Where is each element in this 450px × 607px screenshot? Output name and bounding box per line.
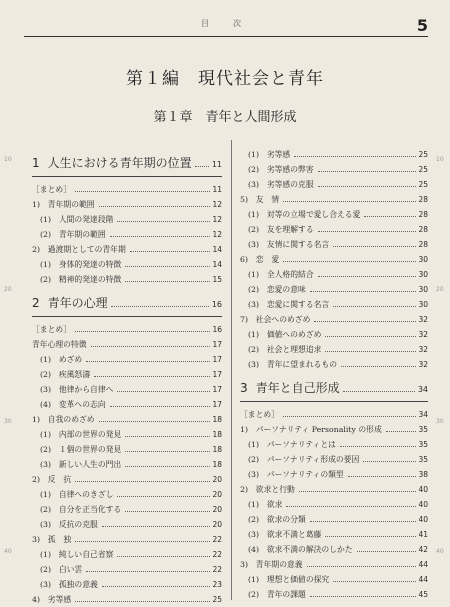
entry-title: (3) パーソナリティの類型	[248, 470, 344, 479]
toc-entry[interactable]	[240, 266, 428, 281]
section-number: 3	[240, 381, 248, 395]
leader-dots	[325, 526, 416, 537]
entry-title: (3) 青年に望まれるもの	[248, 360, 338, 369]
leader-dots	[333, 571, 416, 582]
leader-dots	[310, 281, 417, 292]
toc-entry[interactable]	[240, 341, 428, 356]
leader-dots	[310, 511, 417, 522]
leader-dots	[125, 256, 210, 267]
section-number: 1	[32, 156, 40, 170]
page-ref: 32	[418, 330, 428, 339]
page-ref: 40	[418, 515, 428, 524]
toc-entry[interactable]	[240, 311, 428, 326]
leader-dots	[325, 341, 416, 352]
entry-title: (1) パーソナリティとは	[248, 440, 336, 449]
entry-title: (2) １個の世界の発見	[40, 445, 122, 454]
toc-entry[interactable]	[32, 196, 222, 211]
entry-title: 7) 社会へのめざめ	[240, 315, 311, 324]
entry-title: (2) 青年期の範囲	[40, 230, 106, 239]
toc-entry[interactable]	[240, 466, 428, 481]
leader-dots	[75, 181, 210, 192]
leader-dots	[310, 586, 417, 597]
margin-tick: 20	[4, 286, 12, 293]
entry-title: (3) 孤独の意義	[40, 580, 98, 589]
page-ref: 16	[211, 300, 222, 309]
entry-title: 1) 青年期の範囲	[32, 200, 95, 209]
toc-entry[interactable]	[240, 451, 428, 466]
margin-tick: 10	[4, 156, 12, 163]
leader-dots	[283, 251, 416, 262]
toc-entry[interactable]	[32, 501, 222, 516]
margin-tick: 30	[436, 418, 444, 425]
toc-entry[interactable]	[32, 396, 222, 411]
section-rule	[240, 401, 428, 402]
leader-dots	[357, 541, 417, 552]
toc-entry[interactable]	[240, 326, 428, 341]
toc-right-column	[240, 146, 428, 601]
page-ref: 40	[418, 500, 428, 509]
entry-title: (1) 自律へのきざし	[40, 490, 114, 499]
toc-entry[interactable]	[240, 161, 428, 176]
page-ref: 22	[212, 550, 222, 559]
toc-entry[interactable]	[32, 531, 222, 546]
leader-dots	[99, 196, 211, 207]
entry-title: (3) 反抗の克服	[40, 520, 98, 529]
leader-dots	[195, 154, 209, 167]
entry-title: (2) パーソナリティ形成の要因	[248, 455, 360, 464]
page-ref: 22	[212, 565, 222, 574]
entry-title: (2) 青年の課題	[248, 590, 306, 599]
entry-title: 3) 孤 独	[32, 535, 72, 544]
header-title: 目 次	[201, 19, 249, 28]
leader-dots	[318, 176, 417, 187]
page-ref: 25	[212, 595, 222, 604]
page-ref: 18	[212, 460, 222, 469]
toc-entry[interactable]	[240, 541, 428, 556]
toc-entry[interactable]	[32, 321, 222, 336]
entry-title: 5) 友 情	[240, 195, 280, 204]
page-ref: 28	[418, 240, 428, 249]
leader-dots	[130, 241, 211, 252]
page-ref: 34	[418, 410, 428, 419]
toc-entry[interactable]	[240, 296, 428, 311]
leader-dots	[340, 436, 417, 447]
entry-title: (1) 価値へのめざめ	[248, 330, 322, 339]
margin-tick: 40	[436, 548, 444, 555]
leader-dots	[283, 406, 416, 417]
entry-title: ［まとめ］	[240, 410, 279, 419]
entry-title: (3) 欲求不満と葛藤	[248, 530, 322, 539]
toc-entry[interactable]	[240, 191, 428, 206]
leader-dots	[386, 421, 417, 432]
section-rule	[32, 176, 222, 177]
toc-entry[interactable]	[240, 496, 428, 511]
leader-dots	[75, 471, 210, 482]
leader-dots	[102, 516, 211, 527]
entry-title: (2) 精神的発達の特徴	[40, 275, 122, 284]
toc-section-heading[interactable]	[240, 377, 428, 399]
page-ref: 32	[418, 345, 428, 354]
page-ref: 17	[212, 340, 222, 349]
page-ref: 30	[418, 285, 428, 294]
page-ref: 20	[212, 475, 222, 484]
toc-entry[interactable]	[240, 511, 428, 526]
page-ref: 28	[418, 195, 428, 204]
entry-title: 6) 恋 愛	[240, 255, 280, 264]
toc-entry[interactable]	[240, 281, 428, 296]
page-ref: 30	[418, 270, 428, 279]
toc-entry[interactable]	[32, 546, 222, 561]
leader-dots	[75, 591, 210, 602]
entry-title: (1) 欲求	[248, 500, 283, 509]
entry-title: (2) 恋愛の意味	[248, 285, 306, 294]
page-ref: 44	[418, 560, 428, 569]
entry-title: 青年心理の特徴	[32, 340, 87, 349]
margin-tick: 40	[4, 548, 12, 555]
entry-title: (1) 純しい自己省察	[40, 550, 114, 559]
page-ref: 15	[212, 275, 222, 284]
entry-title: 4) 劣等感	[32, 595, 72, 604]
chapter-title: 第１章 青年と人間形成	[153, 110, 297, 125]
toc-entry[interactable]	[240, 556, 428, 571]
toc-section-heading[interactable]	[32, 152, 222, 174]
entry-title: (2) 白い雲	[40, 565, 83, 574]
page-ref: 23	[212, 580, 222, 589]
leader-dots	[117, 486, 210, 497]
leader-dots	[363, 451, 416, 462]
page-ref: 38	[418, 470, 428, 479]
toc-entry[interactable]	[240, 236, 428, 251]
page-ref: 41	[418, 530, 428, 539]
page-ref: 40	[418, 485, 428, 494]
leader-dots	[111, 294, 209, 307]
leader-dots	[318, 266, 417, 277]
toc-entry[interactable]	[32, 561, 222, 576]
entry-title: (1) 内部の世界の発見	[40, 430, 122, 439]
leader-dots	[75, 531, 210, 542]
page-ref: 35	[418, 440, 428, 449]
toc-entry[interactable]	[240, 421, 428, 436]
page-ref: 14	[212, 260, 222, 269]
entry-title: (2) 友を理解する	[248, 225, 314, 234]
page-ref: 17	[212, 400, 222, 409]
leader-dots	[117, 381, 210, 392]
part-title: 第１編 現代社会と青年	[126, 69, 324, 89]
leader-dots	[314, 311, 416, 322]
entry-title: 3) 青年期の意義	[240, 560, 303, 569]
leader-dots	[110, 396, 211, 407]
section-title: 人生における青年期の位置	[47, 156, 192, 170]
page-number: 5	[416, 16, 428, 35]
entry-title: (1) 人間の発達段階	[40, 215, 114, 224]
entry-title: (2) 欲求の分類	[248, 515, 306, 524]
toc-entry[interactable]	[240, 251, 428, 266]
page-ref: 42	[418, 545, 428, 554]
leader-dots	[125, 426, 210, 437]
leader-dots	[91, 336, 211, 347]
leader-dots	[283, 191, 416, 202]
toc-entry[interactable]	[240, 146, 428, 161]
page-ref: 32	[418, 360, 428, 369]
entry-title: (1) 身体的発達の特徴	[40, 260, 122, 269]
page-ref: 20	[212, 520, 222, 529]
page-ref: 18	[212, 430, 222, 439]
toc-entry[interactable]	[32, 381, 222, 396]
entry-title: (3) 新しい人生の門出	[40, 460, 122, 469]
page-ref: 28	[418, 225, 428, 234]
entry-title: (3) 恋愛に関する名言	[248, 300, 330, 309]
section-title: 青年と自己形成	[255, 381, 340, 395]
leader-dots	[94, 366, 210, 377]
leader-dots	[125, 271, 210, 282]
entry-title: (3) 劣等感の克服	[248, 180, 314, 189]
leader-dots	[86, 561, 210, 572]
page-ref: 28	[418, 210, 428, 219]
page-ref: 17	[212, 385, 222, 394]
toc-entry[interactable]	[32, 241, 222, 256]
toc-entry[interactable]	[32, 441, 222, 456]
page-ref: 12	[212, 215, 222, 224]
page-ref: 20	[212, 505, 222, 514]
entry-title: 1) 自我のめざめ	[32, 415, 95, 424]
entry-title: (2) 劣等感の弊害	[248, 165, 314, 174]
leader-dots	[333, 236, 416, 247]
entry-title: (1) 理想と価値の探究	[248, 575, 330, 584]
leader-dots	[364, 206, 416, 217]
toc-entry[interactable]	[32, 591, 222, 606]
entry-title: (3) 友情に関する名言	[248, 240, 330, 249]
margin-tick: 10	[436, 156, 444, 163]
toc-entry[interactable]	[32, 456, 222, 471]
toc-entry[interactable]	[32, 256, 222, 271]
entry-title: (2) 自分を正当化する	[40, 505, 122, 514]
page-ref: 18	[212, 415, 222, 424]
page-ref: 25	[418, 150, 428, 159]
toc-entry[interactable]	[32, 181, 222, 196]
toc-entry[interactable]	[240, 436, 428, 451]
toc-entry[interactable]	[32, 576, 222, 591]
toc-entry[interactable]	[32, 516, 222, 531]
entry-title: (1) めざめ	[40, 355, 83, 364]
entry-title: (3) 他律から自律へ	[40, 385, 114, 394]
entry-title: (1) 全人格的結合	[248, 270, 314, 279]
page-ref: 35	[418, 455, 428, 464]
leader-dots	[318, 161, 417, 172]
entry-title: 2) 反 抗	[32, 475, 72, 484]
leader-dots	[318, 221, 417, 232]
leader-dots	[343, 379, 415, 392]
page-ref: 17	[212, 355, 222, 364]
toc-entry[interactable]	[32, 426, 222, 441]
margin-tick: 20	[436, 286, 444, 293]
leader-dots	[110, 226, 211, 237]
page-ref: 30	[418, 300, 428, 309]
leader-dots	[299, 481, 417, 492]
toc-entry[interactable]	[32, 411, 222, 426]
toc-entry[interactable]	[32, 366, 222, 381]
entry-title: 2) 過渡期としての青年期	[32, 245, 126, 254]
leader-dots	[125, 456, 210, 467]
entry-title: 2) 欲求と行動	[240, 485, 295, 494]
page-ref: 11	[211, 160, 222, 169]
toc-entry[interactable]	[240, 406, 428, 421]
entry-title: (4) 欲求不満の解決のしかた	[248, 545, 353, 554]
page-ref: 12	[212, 230, 222, 239]
toc-entry[interactable]	[240, 526, 428, 541]
leader-dots	[125, 441, 210, 452]
toc-entry[interactable]	[32, 271, 222, 286]
margin-tick: 30	[4, 418, 12, 425]
page-ref: 44	[418, 575, 428, 584]
page-ref: 20	[212, 490, 222, 499]
leader-dots	[341, 356, 416, 367]
page-ref: 16	[212, 325, 222, 334]
leader-dots	[117, 546, 210, 557]
toc-entry[interactable]	[32, 336, 222, 351]
toc-entry[interactable]	[240, 481, 428, 496]
toc-entry[interactable]	[240, 176, 428, 191]
page-ref: 18	[212, 445, 222, 454]
page-ref: 25	[418, 165, 428, 174]
page-ref: 25	[418, 180, 428, 189]
page-ref: 32	[418, 315, 428, 324]
leader-dots	[294, 146, 416, 157]
leader-dots	[307, 556, 417, 567]
page-ref: 35	[418, 425, 428, 434]
toc-entry[interactable]	[32, 486, 222, 501]
entry-title: (1) 劣等感	[248, 150, 291, 159]
header-rule	[24, 36, 428, 37]
toc-entry[interactable]	[32, 211, 222, 226]
leader-dots	[102, 576, 211, 587]
toc-entry[interactable]	[32, 226, 222, 241]
toc-left-column	[32, 146, 222, 606]
leader-dots	[333, 296, 416, 307]
toc-entry[interactable]	[240, 571, 428, 586]
column-divider	[231, 140, 232, 600]
leader-dots	[325, 326, 416, 337]
leader-dots	[86, 351, 210, 362]
leader-dots	[75, 321, 210, 332]
page-ref: 12	[212, 200, 222, 209]
entry-title: (1) 対等の立場で愛し合える愛	[248, 210, 361, 219]
section-number: 2	[32, 296, 40, 310]
section-title: 青年の心理	[47, 296, 108, 310]
leader-dots	[286, 496, 416, 507]
entry-title: ［まとめ］	[32, 325, 71, 334]
toc-entry[interactable]	[240, 586, 428, 601]
page-ref: 14	[212, 245, 222, 254]
toc-entry[interactable]	[240, 221, 428, 236]
page-ref: 30	[418, 255, 428, 264]
entry-title: 1) パーソナリティ Personality の形成	[240, 425, 382, 434]
toc-entry[interactable]	[32, 351, 222, 366]
entry-title: (2) 社会と理想追求	[248, 345, 322, 354]
leader-dots	[99, 411, 211, 422]
leader-dots	[117, 211, 210, 222]
page-ref: 11	[212, 185, 222, 194]
page-ref: 34	[417, 385, 428, 394]
leader-dots	[125, 501, 210, 512]
entry-title: (4) 変革への志向	[40, 400, 106, 409]
toc-entry[interactable]	[32, 471, 222, 486]
page-ref: 22	[212, 535, 222, 544]
toc-section-heading[interactable]	[32, 292, 222, 314]
page-ref: 45	[418, 590, 428, 599]
entry-title: ［まとめ］	[32, 185, 71, 194]
leader-dots	[348, 466, 417, 477]
section-rule	[32, 316, 222, 317]
entry-title: (2) 疾風怒濤	[40, 370, 91, 379]
toc-entry[interactable]	[240, 356, 428, 371]
toc-entry[interactable]	[240, 206, 428, 221]
page-ref: 17	[212, 370, 222, 379]
